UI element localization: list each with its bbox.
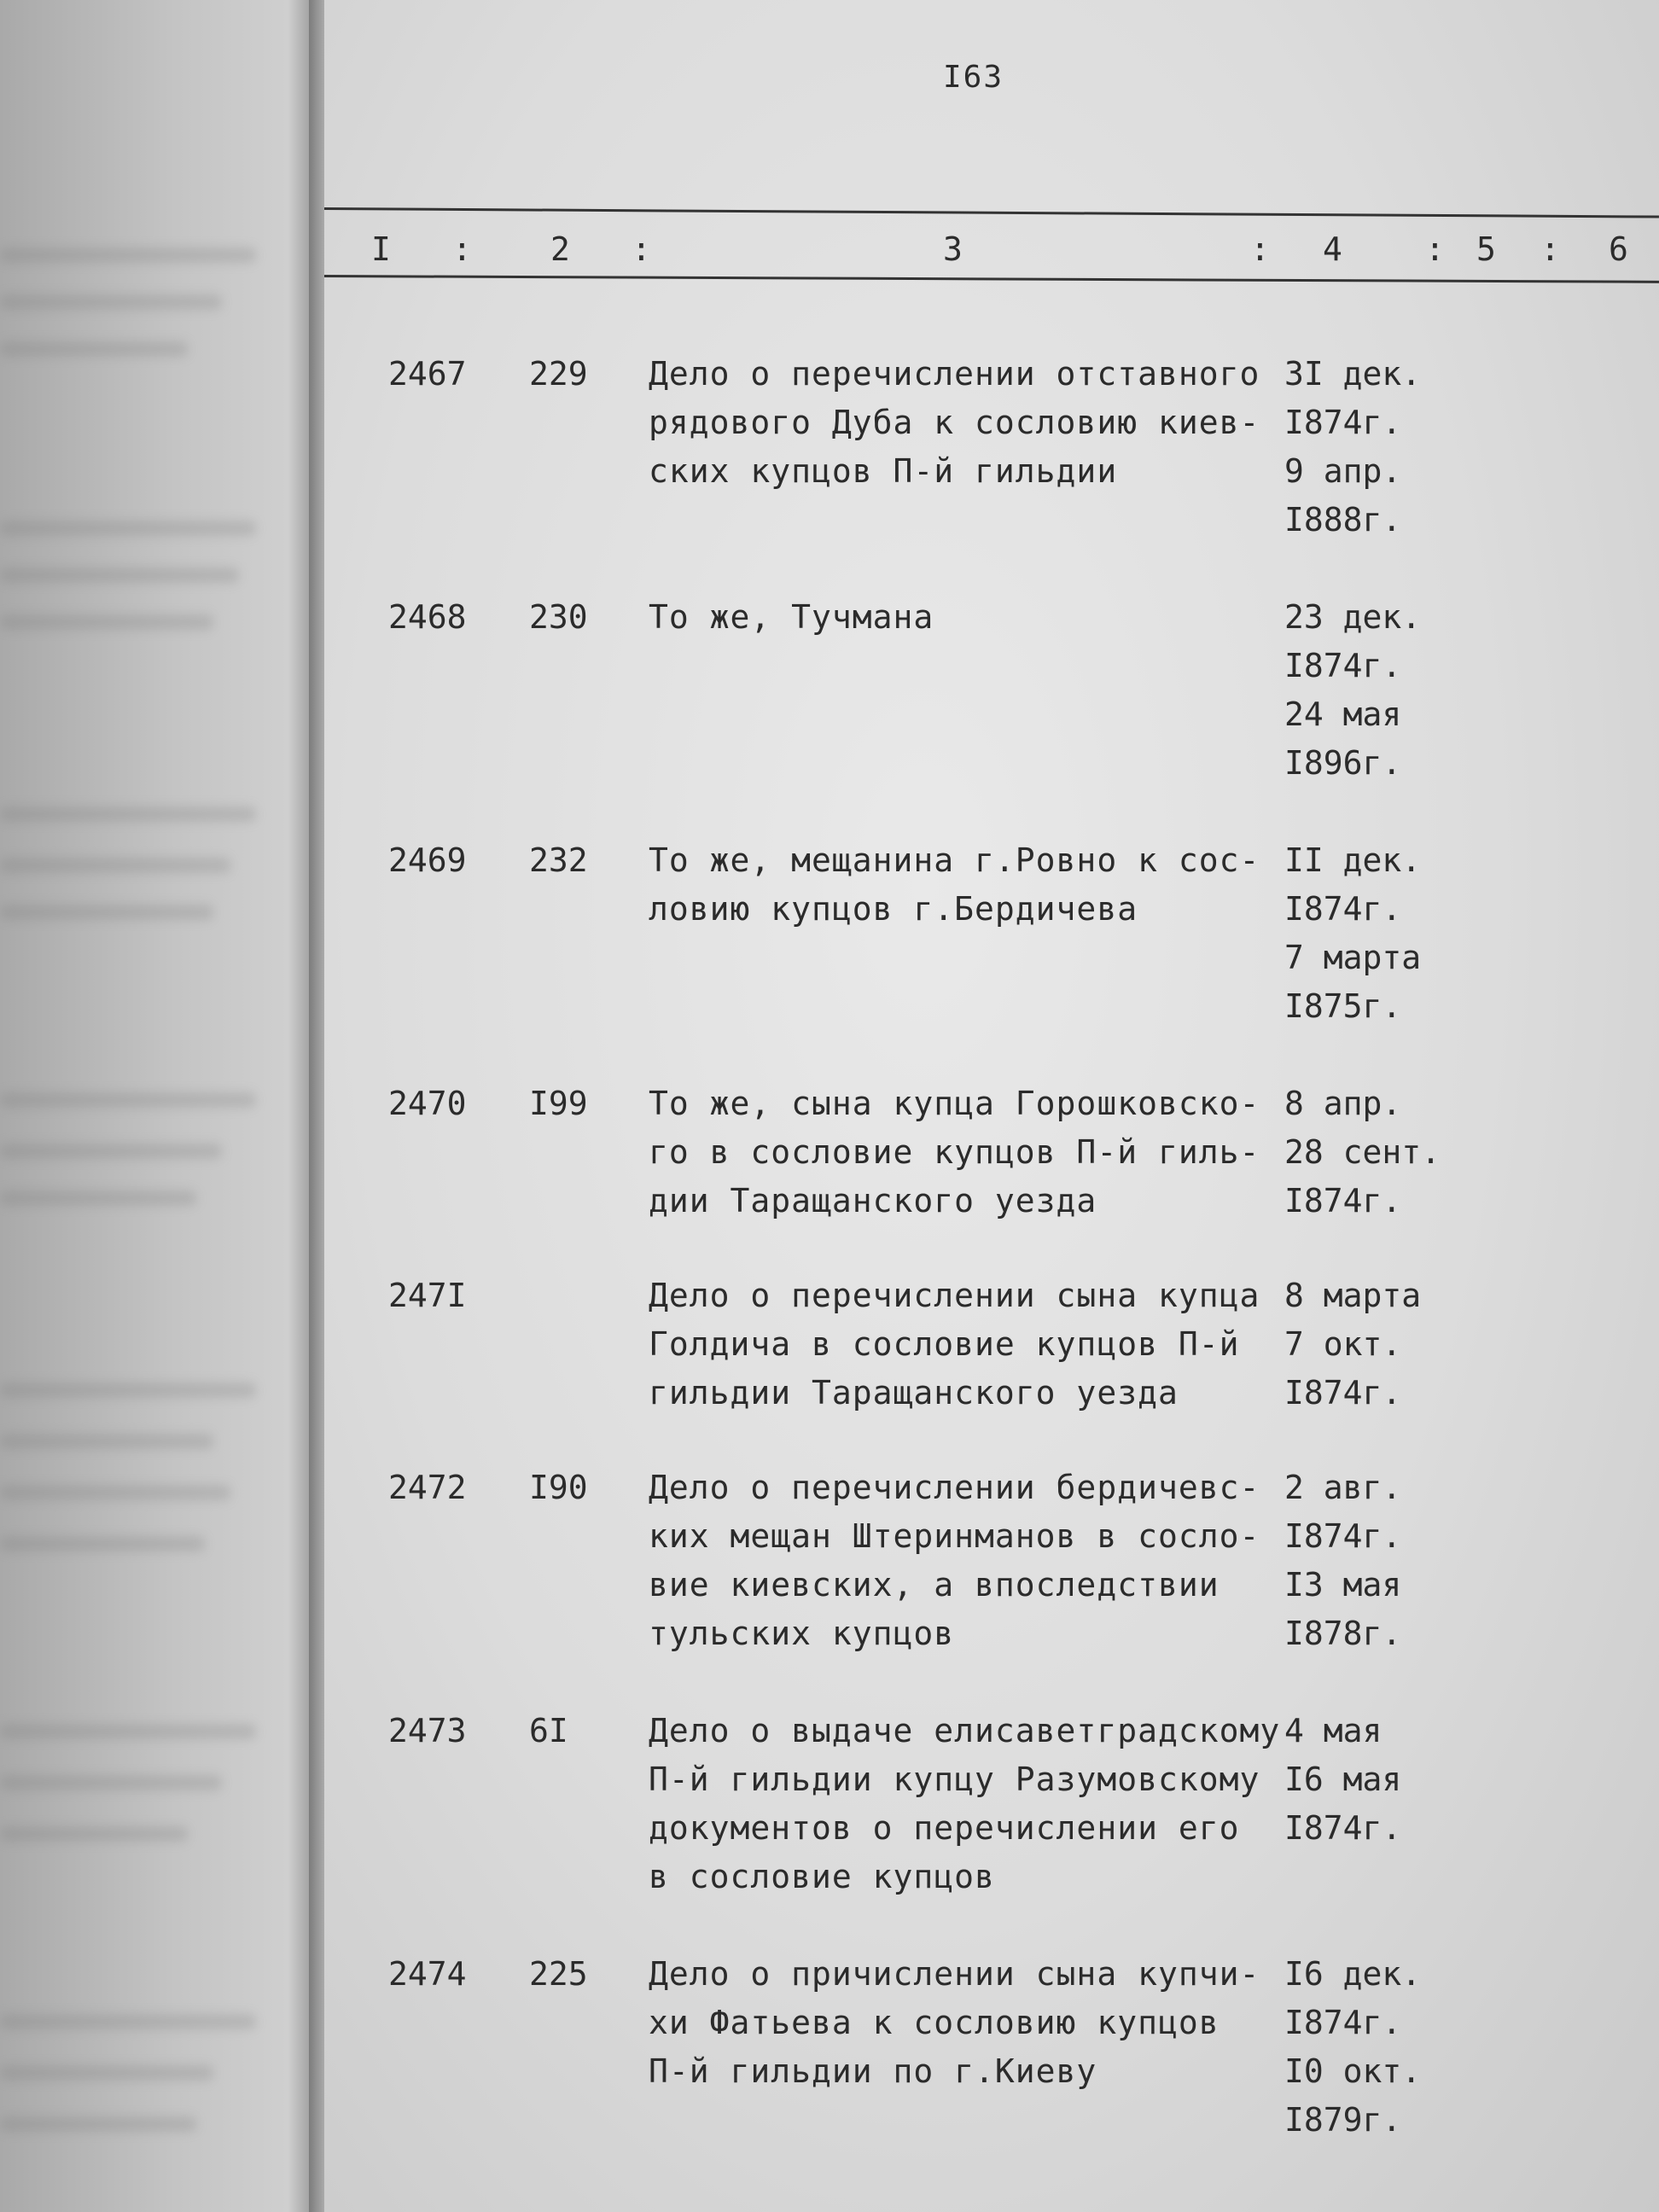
entry-title — [649, 836, 1260, 934]
entry-date-line: I874г. — [1284, 2004, 1402, 2041]
entry-date-line: I875г. — [1284, 987, 1402, 1025]
bleed-through-text — [0, 294, 222, 310]
bleed-through-text — [0, 905, 213, 920]
column-header-1: I — [371, 230, 391, 268]
entry-title-line: хи Фатьева к сословию купцов — [649, 2004, 1220, 2041]
entry-number: 2469 — [388, 841, 467, 879]
entry-date-line: 8 апр. — [1284, 1085, 1402, 1122]
entry-date-line: I874г. — [1284, 647, 1402, 684]
entry-title-line: дии Таращанского уезда — [649, 1182, 1097, 1220]
bleed-through-text — [0, 341, 188, 357]
bleed-through-text — [0, 1775, 222, 1790]
entry-date-line: 7 окт. — [1284, 1325, 1402, 1363]
bleed-through-text — [0, 1536, 205, 1551]
entry-number: 2468 — [388, 598, 467, 636]
bleed-through-text — [0, 1724, 256, 1739]
entry-archive-number: 225 — [529, 1955, 588, 1993]
entry-title-line: рядового Дуба к сословию киев- — [649, 404, 1260, 441]
entry-number: 2474 — [388, 1955, 467, 1993]
bleed-through-text — [0, 1144, 222, 1159]
entry-title-line: То же, мещанина г.Ровно к сос- — [649, 841, 1260, 879]
bleed-through-text — [0, 1826, 188, 1842]
entry-date-line: 28 сент. — [1284, 1133, 1441, 1171]
entry-title-line: Дело о перечислении отставного — [649, 355, 1260, 393]
bleed-through-text — [0, 2065, 213, 2081]
entry-title-line: документов о перечислении его — [649, 1809, 1240, 1847]
entry-date-line: I874г. — [1284, 1182, 1402, 1220]
bleed-through-text — [0, 1092, 256, 1108]
entry-archive-number: 229 — [529, 355, 588, 393]
entry-date-line: II дек. — [1284, 841, 1422, 879]
entry-title-line: То же, Тучмана — [649, 598, 934, 636]
entry-title-line: тульских купцов — [649, 1615, 955, 1652]
entry-title-line: Дело о причислении сына купчи- — [649, 1955, 1260, 1993]
entry-title-line: ких мещан Штеринманов в сосло- — [649, 1517, 1260, 1555]
bleed-through-text — [0, 1434, 213, 1449]
entry-date-line: I6 мая — [1284, 1761, 1402, 1798]
entry-date-line: 23 дек. — [1284, 598, 1422, 636]
entry-archive-number: I99 — [529, 1085, 588, 1122]
entry-date-line: 3I дек. — [1284, 355, 1422, 393]
entry-title-line: П-й гильдии по г.Киеву — [649, 2052, 1097, 2090]
bleed-through-text — [0, 858, 230, 873]
entry-dates — [1284, 1464, 1401, 1658]
entry-dates — [1284, 350, 1421, 544]
page-number: I63 — [943, 60, 1004, 95]
entry-title — [649, 1272, 1260, 1417]
entry-title — [649, 1950, 1260, 2096]
entry-title — [649, 1080, 1260, 1225]
column-separator: : — [1425, 230, 1445, 268]
column-header-3: 3 — [943, 230, 963, 268]
entry-date-line: I888г. — [1284, 501, 1402, 538]
entry-number: 247I — [388, 1277, 467, 1314]
entry-title — [649, 1464, 1260, 1658]
entry-number: 2470 — [388, 1085, 467, 1122]
entry-title-line: То же, сына купца Горошковско- — [649, 1085, 1260, 1122]
entry-dates — [1284, 1272, 1421, 1417]
entry-number: 2467 — [388, 355, 467, 393]
column-separator: : — [632, 230, 651, 268]
entry-date-line: I874г. — [1284, 1374, 1402, 1412]
entry-date-line: I6 дек. — [1284, 1955, 1422, 1993]
entry-title-line: Голдича в сословие купцов П-й — [649, 1325, 1240, 1363]
bleed-through-text — [0, 1382, 256, 1398]
entry-title-line: Дело о перечислении бердичевс- — [649, 1469, 1260, 1506]
header-top-rule — [324, 207, 1659, 218]
previous-page-edge — [0, 0, 320, 2212]
entry-title-line: ловию купцов г.Бердичева — [649, 890, 1138, 928]
entry-date-line: I3 мая — [1284, 1566, 1402, 1604]
bleed-through-text — [0, 614, 213, 630]
entry-date-line: I874г. — [1284, 404, 1402, 441]
entry-date-line: 4 мая — [1284, 1712, 1382, 1749]
entry-archive-number: 232 — [529, 841, 588, 879]
entry-date-line: I874г. — [1284, 1809, 1402, 1847]
entry-date-line: I874г. — [1284, 1517, 1402, 1555]
entry-dates — [1284, 1080, 1441, 1225]
bleed-through-text — [0, 806, 256, 822]
entry-number: 2473 — [388, 1712, 467, 1749]
entry-dates — [1284, 593, 1421, 788]
column-header-6: 6 — [1609, 230, 1628, 268]
entry-title-line: П-й гильдии купцу Разумовскому — [649, 1761, 1260, 1798]
bleed-through-text — [0, 2014, 256, 2029]
entry-dates — [1284, 1707, 1401, 1853]
entry-title-line: Дело о выдаче елисаветградскому — [649, 1712, 1281, 1749]
entry-archive-number: 6I — [529, 1712, 568, 1749]
column-header-4: 4 — [1323, 230, 1342, 268]
entry-dates — [1284, 1950, 1421, 2145]
entry-title-line: ских купцов П-й гильдии — [649, 452, 1118, 490]
entry-archive-number: I90 — [529, 1469, 588, 1506]
entry-archive-number: 230 — [529, 598, 588, 636]
bleed-through-text — [0, 2116, 196, 2132]
entry-title-line: в сословие купцов — [649, 1858, 995, 1895]
entry-date-line: 9 апр. — [1284, 452, 1402, 490]
column-separator: : — [452, 230, 472, 268]
entry-date-line: 8 марта — [1284, 1277, 1422, 1314]
entry-title-line: вие киевских, а впоследствии — [649, 1566, 1220, 1604]
bleed-through-text — [0, 521, 256, 536]
entry-title-line: Дело о перечислении сына купца — [649, 1277, 1260, 1314]
bleed-through-text — [0, 1485, 230, 1500]
entry-date-line: I879г. — [1284, 2101, 1402, 2139]
entry-date-line: 7 марта — [1284, 939, 1422, 976]
entry-date-line: I0 окт. — [1284, 2052, 1422, 2090]
entry-title — [649, 1707, 1280, 1901]
entry-date-line: I896г. — [1284, 744, 1402, 782]
entry-title — [649, 350, 1260, 496]
entry-date-line: I874г. — [1284, 890, 1402, 928]
column-separator: : — [1540, 230, 1560, 268]
document-page — [324, 0, 1659, 2212]
column-header-5: 5 — [1476, 230, 1496, 268]
entry-date-line: I878г. — [1284, 1615, 1402, 1652]
entry-dates — [1284, 836, 1421, 1031]
bleed-through-text — [0, 568, 239, 583]
column-header-2: 2 — [550, 230, 570, 268]
entry-date-line: 2 авг. — [1284, 1469, 1402, 1506]
bleed-through-text — [0, 247, 256, 263]
header-bottom-rule — [324, 275, 1659, 283]
entry-title-line: гильдии Таращанского уезда — [649, 1374, 1179, 1412]
entry-number: 2472 — [388, 1469, 467, 1506]
bleed-through-text — [0, 1190, 196, 1206]
column-separator: : — [1250, 230, 1270, 268]
entry-date-line: 24 мая — [1284, 696, 1402, 733]
entry-title-line: го в сословие купцов П-й гиль- — [649, 1133, 1260, 1171]
entry-title — [649, 593, 934, 642]
